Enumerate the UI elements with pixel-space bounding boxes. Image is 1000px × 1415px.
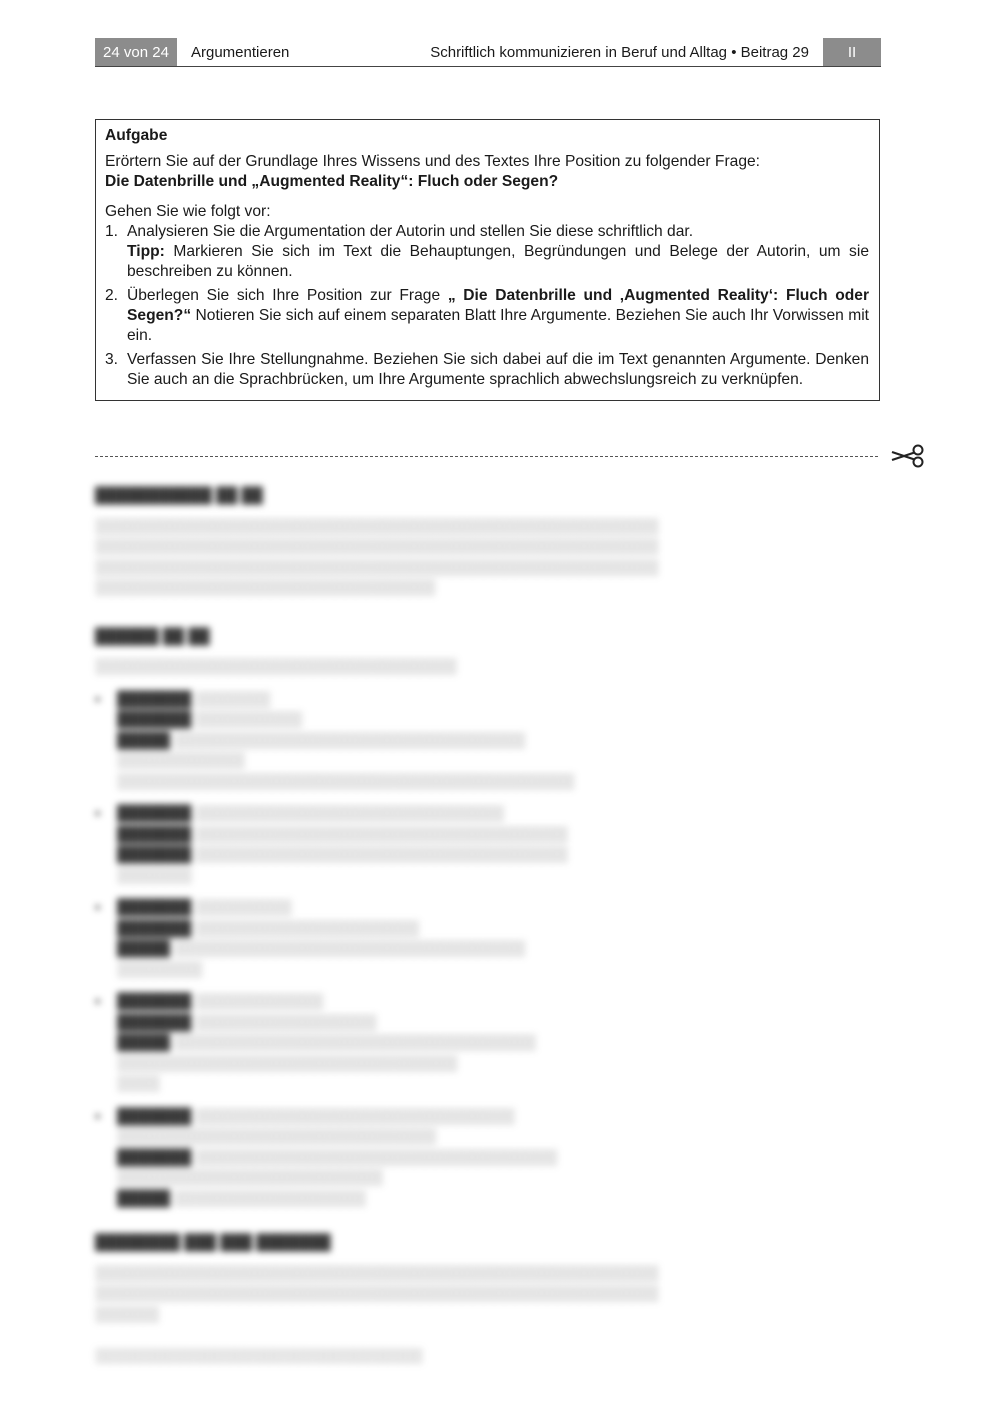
tip-text: Markieren Sie sich im Text die Behauptungen, Begründungen und Belege der Autorin, um sie beschreiben zu können. (127, 243, 869, 280)
step-text: Verfassen Sie Ihre Stellungnahme. Beziehen Sie sich dabei auf die im Text genannten Argumente. Denken Sie auch an die Sprachbrücken, um Ihre Argumente sprachlich abwechslungsreich zu verknüpfen. (127, 351, 869, 388)
step-number: 2. (105, 287, 119, 304)
step-text: Analysieren Sie die Argumentation der Autorin und stellen Sie diese schriftlich dar. (127, 223, 694, 240)
blurred-solution-section: ███████████ ██ ██ ░░░░░░░░░░░░░░░░░░░░░░░░░░░░░░░░░░░░░░░░░░░░░░░░░░░░░ ░░░░░░░░░░░░░░░░░░░░░░░░░░░░░░░░░░░░░░░░░░░░░░░░░░░░░ ░░░░░░░░░░░░░░░░░░░░░░░░░░░░░░░░░░░░░░░░░░░░░░░░░░░░░ ░░░░░░░░░░░░░░░░░░░░░░░░░░░░░░░░ ██████ ██ ██ ░░░░░░░░░░░░░░░░░░░░░░░░░░░░░░░░░░ ▪ ███████ ░░░░░░░ ███████ ░░░░░░░░░░ █████ ░░░░░░░░░░░░░░░░░░░░░░░░░░░░░░░░░ ░░░░░░░░░░░░ ░░░░░░░░░░░░░░░░░░░░░░░░░░░░░░░░░░░░░░░░░░░ ▪ ███████ ░░░░░░░░░░░░░░░░░░░░░░░░░░░░░ ███████ ░░░░░░░░░░░░░░░░░░░░░░░░░░░░░░░░░░░ ███████ ░░░░░░░░░░░░░░░░░░░░░░░░░░░░░░░░░░░ ░░░░░░░ ▪ ███████ ░░░░░░░░░ ███████ ░░░░░░░░░░░░░░░░░░░░░ █████ ░░░░░░░░░░░░░░░░░░░░░░░░░░░░░░░░░ ░░░░░░░░ ▪ ███████ ░░░░░░░░░░░░ ███████ ░░░░░░░░░░░░░░░░░ █████ ░░░░░░░░░░░░░░░░░░░░░░░░░░░░░░░░░░ ░░░░░░░░░░░░░░░░░░░░░░░░░░░░░░░░ ░░░░ ▪ ███████ ░░░░░░░░░░░░░░░░░░░░░░░░░░░░░░ ░░░░░░░░░░░░░░░░░░░░░░░░░░░░░░ ███████ ░░░░░░░░░░░░░░░░░░░░░░░░░░░░░░░░░░ ░░░░░░░░░░░░░░░░░░░░░░░░░ █████ ░░░░░░░░░░░░░░░░░░ ████████ ███ ███ ███████ ░░░░░░░░░░░░░░░░░░░░░░░░░░░░░░░░░░░░░░░░░░░░░░░░░░░░░ ░░░░░░░░░░░░░░░░░░░░░░░░░░░░░░░░░░░░░░░░░░░░░░░░░░░░░ ░░░░░░ (95, 487, 659, 1323)
page-header (95, 38, 881, 67)
task-step (105, 222, 869, 282)
tip-label: Tipp: (127, 243, 165, 260)
task-box (95, 119, 880, 401)
task-title: Aufgabe (105, 127, 168, 144)
step-number: 1. (105, 223, 119, 240)
step-question: „ Die Datenbrille und ‚Augmented Reality‘: Fluch oder Segen?“ (127, 287, 870, 324)
part-number: II (823, 38, 881, 66)
page-number: 24 von 24 (95, 38, 177, 66)
section-title: Argumentieren (191, 43, 290, 61)
publication-title: Schriftlich kommunizieren in Beruf und Alltag • Beitrag 29 (430, 43, 809, 61)
step-text-post: Notieren Sie sich auf einem separaten Blatt Ihre Argumente. Beziehen Sie auch Ihr Vorwissen mit ein. (127, 307, 869, 344)
task-step (105, 350, 869, 390)
scissors-icon (890, 443, 926, 469)
task-lead: Gehen Sie wie folgt vor: (105, 203, 271, 220)
step-number: 3. (105, 351, 119, 368)
cut-line (95, 456, 878, 457)
blurred-footer: ░░░░░░░░░░░░░░░░░░░░░░░░░░░░░░░░░ (95, 1347, 423, 1363)
step-text-pre: Überlegen Sie sich Ihre Position zur Frage (127, 287, 448, 304)
task-question: Die Datenbrille und „Augmented Reality“: Fluch oder Segen? (105, 173, 559, 190)
task-intro: Erörtern Sie auf der Grundlage Ihres Wissens und des Textes Ihre Position zu folgender Frage: (105, 153, 760, 170)
task-step (105, 286, 869, 346)
task-steps (105, 222, 869, 390)
